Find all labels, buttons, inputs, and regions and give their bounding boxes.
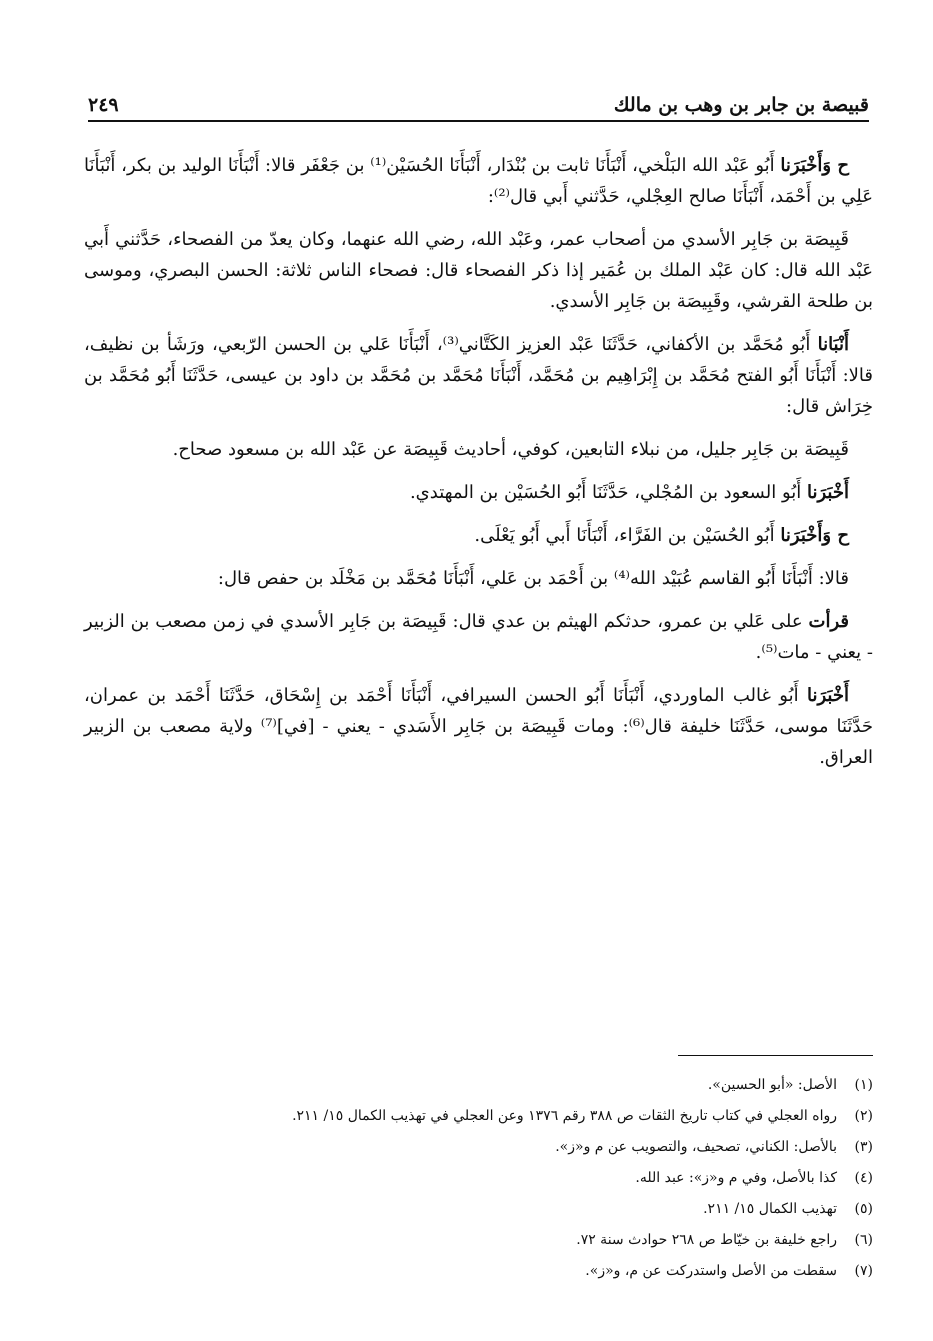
paragraph-lead: أَخْبَرَنا [807,482,849,503]
paragraph [84,329,873,422]
paragraph-lead: ح وَأَخْبَرَنا [780,525,849,546]
footnote-number: (٦) [854,1232,873,1248]
footnote-item [84,1194,873,1225]
footnote-number: (١) [854,1077,873,1093]
paragraph-text: قَبِيصَة بن جَابِر جليل، من نبلاء التابعين، كوفي، أحاديث قَبِيصَة عن عَبْد الله بن مسعود صحاح. [172,439,849,460]
paragraph [84,150,873,212]
footnote-text: راجع خليفة بن خيّاط ص ٢٦٨ حوادث سنة ٧٢. [576,1232,837,1248]
footnote-item [84,1070,873,1101]
paragraph [84,563,873,594]
paragraph [84,434,873,465]
paragraph-text: قَبِيصَة بن جَابِر الأسدي من أصحاب عمر، وعَبْد الله، رضي الله عنهما، وكان يعدّ من الفصحاء، حَدَّثني أَبي عَبْد الله قال: كان عَبْد الملك بن عُمَير إذا ذكر الفصحاء قال: فصحاء الناس ثلاثة: الحسن البصري، وموسى بن طلحة القرشي، وقَبِيصَة بن جَابِر الأسدي. [84,229,873,312]
main-text [84,150,873,785]
paragraph-text: أَبُو السعود بن المُجْلي، حَدَّثَنَا أَبُو الحُسَيْن بن المهتدي. [409,482,802,503]
paragraph-lead: ح وَأَخْبَرَنا [780,155,849,176]
footnote-text: رواه العجلي في كتاب تاريخ الثقات ص ٣٨٨ رقم ١٣٧٦ وعن العجلي في تهذيب الكمال ١٥/ ٢١١. [292,1108,837,1124]
footnotes-list [84,1070,873,1287]
footnote-number: (٤) [854,1170,873,1186]
footnote-item [84,1256,873,1287]
footnote-text: بالأصل: الكناني، تصحيف، والتصويب عن م و«ز». [555,1139,837,1155]
page-number: ٢٤٩ [88,94,119,116]
paragraph-text: أَبُو عَبْد الله البَلْخي، أَنْبَأَنَا ثابت بن بُنْدَار، أَنْبَأَنَا الحُسَيْن⁽¹⁾ بن جَعْفَر قالا: أَنْبَأَنَا الوليد بن بكر، أَنْبَأَنَا عَلِي بن أَحْمَد، أَنْبَأَنَا صالح العِجْلي، حَدَّثني أَبي قال⁽²⁾: [84,155,873,207]
page-header [88,88,869,122]
footnote-text: الأصل: «أبو الحسين». [707,1077,837,1093]
footnote-item [84,1101,873,1132]
paragraph [84,606,873,668]
footnote-number: (٧) [854,1263,873,1279]
paragraph-text: أَبُو مُحَمَّد بن الأكفاني، حَدَّثَنَا عَبْد العزيز الكَتَّاني⁽³⁾، أَنْبَأَنَا عَلي بن الحسن الرّبعي، ورَشَأ بن نظيف، قالا: أَنْبَأَنَا أَبُو الفتح مُحَمَّد بن إِبْرَاهِيم بن مُحَمَّد، أَنْبَأَنَا مُحَمَّد بن مُحَمَّد بن داود بن عيسى، حَدَّثَنَا أَبُو مُحَمَّد بن خِرَاش قال: [84,334,873,417]
footnote-number: (٢) [854,1108,873,1124]
footnote-item [84,1163,873,1194]
paragraph [84,520,873,551]
paragraph [84,477,873,508]
paragraph-lead: قرأت [808,611,849,632]
paragraph-lead: أَخْبَرَنا [807,685,849,706]
paragraph-text: قالا: أَنْبَأَنَا أَبُو القاسم عُبَيْد الله⁽⁴⁾ بن أَحْمَد بن عَلي، أَنْبَأَنَا مُحَمَّد بن مَخْلَد بن حفص قال: [217,568,849,589]
footnote-number: (٣) [854,1139,873,1155]
paragraph-text: أَبُو غالب الماوردي، أَنْبَأَنَا أَبُو الحسن السيرافي، أَنْبَأَنَا أَحْمَد بن إِسْحَاق، حَدَّثَنَا أَحْمَد بن عمران، حَدَّثَنَا موسى، حَدَّثَنَا خليفة قال⁽⁶⁾: ومات قَبِيصَة بن جَابِر الأَسَدي - يعني - [في]⁽⁷⁾ ولاية مصعب بن الزبير العراق. [84,685,873,768]
footnote-divider [678,1055,873,1056]
paragraph [84,224,873,317]
paragraph-lead: أَنْبَانا [817,334,849,355]
paragraph [84,680,873,773]
footnote-item [84,1225,873,1256]
footnote-text: كذا بالأصل، وفي م و«ز»: عبد الله. [635,1170,837,1186]
footnote-number: (٥) [854,1201,873,1217]
footnote-text: سقطت من الأصل واستدركت عن م، و«ز». [585,1263,837,1279]
footnote-item [84,1132,873,1163]
footnote-text: تهذيب الكمال ١٥/ ٢١١. [703,1201,837,1217]
running-title: قبيصة بن جابر بن وهب بن مالك [613,94,869,116]
paragraph-text: على عَلي بن عمرو، حدثكم الهيثم بن عدي قال: قَبِيصَة بن جَابِر الأسدي في زمن مصعب بن الزبير - يعني - مات⁽⁵⁾. [84,611,873,663]
paragraph-text: أَبُو الحُسَيْن بن الفَرَّاء، أَنْبَأَنَا أَبي أَبُو يَعْلَى. [474,525,775,546]
